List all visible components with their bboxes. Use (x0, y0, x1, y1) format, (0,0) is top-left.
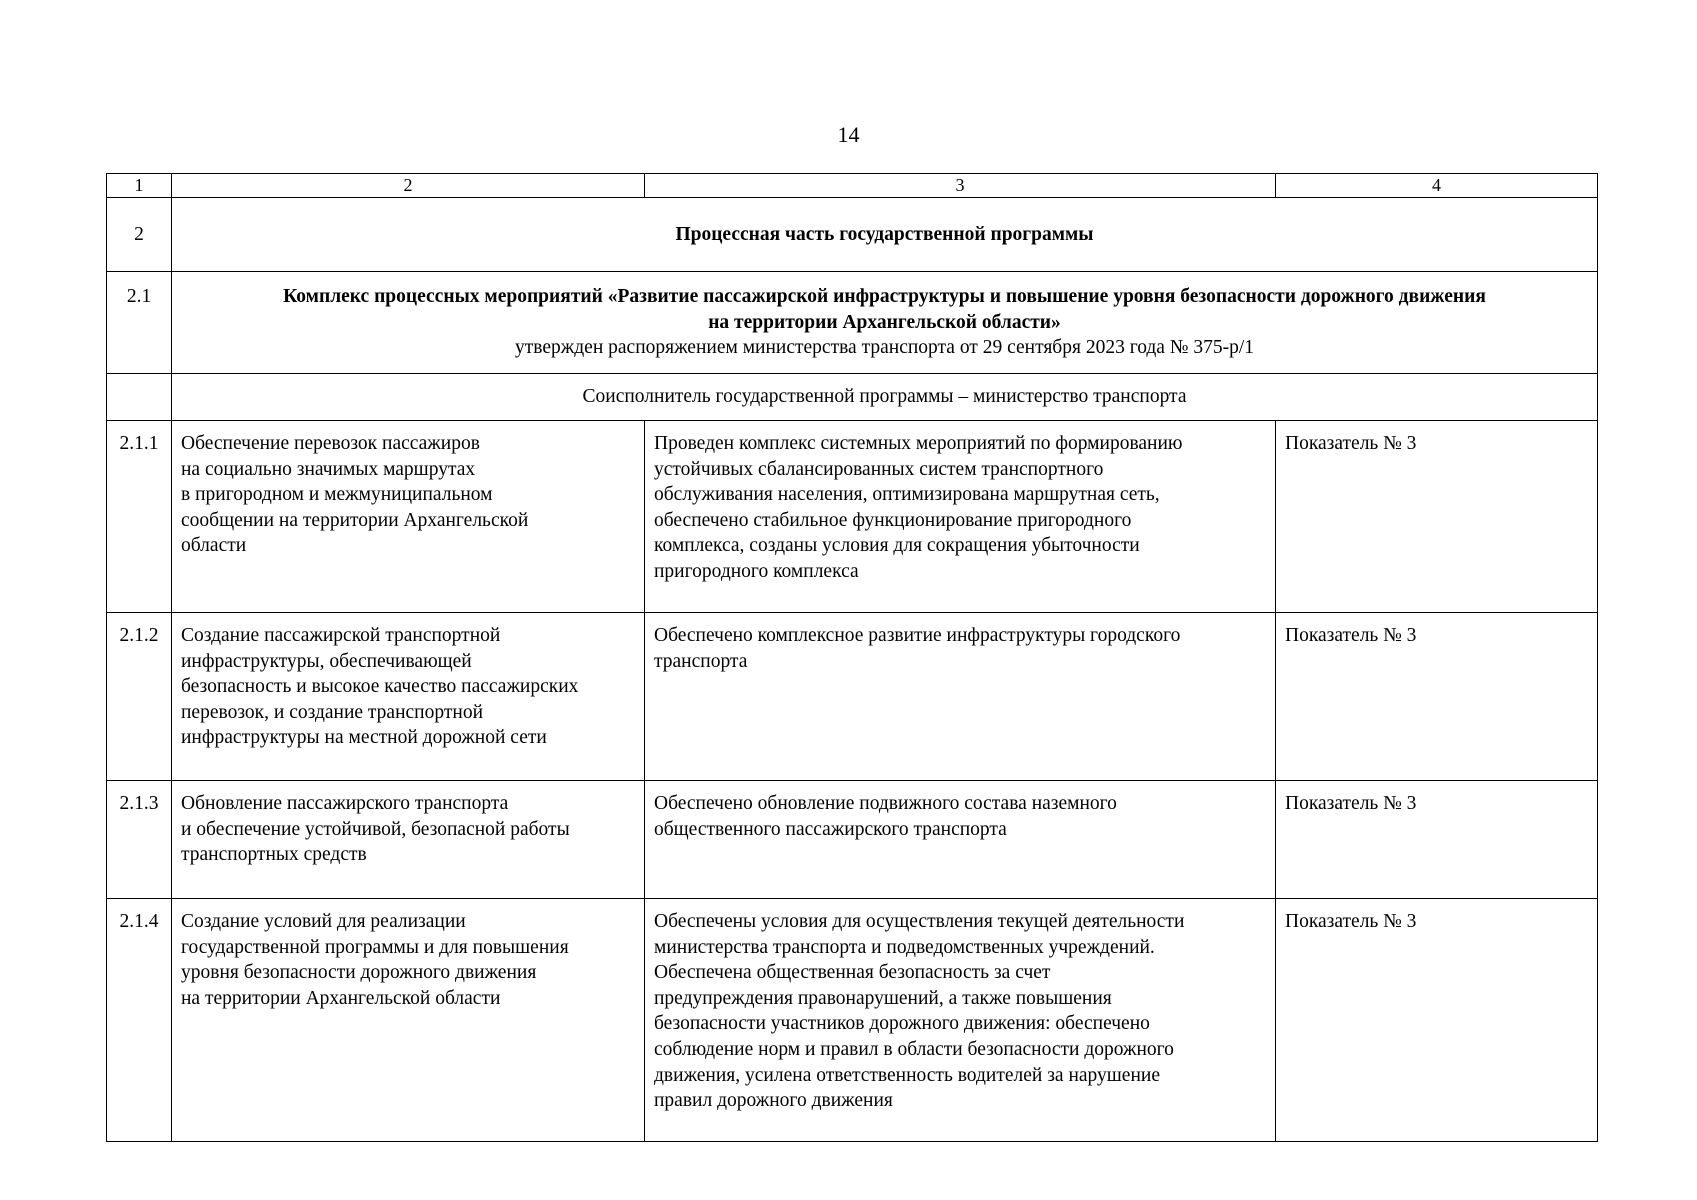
task-cell (172, 781, 645, 899)
column-number-3: 3 (645, 174, 1276, 198)
task-line: Обновление пассажирского транспорта (181, 793, 509, 814)
section-number: 2 (107, 198, 172, 272)
indicator-cell: Показатель № 3 (1276, 781, 1598, 899)
column-number-1: 1 (107, 174, 172, 198)
task-line: сообщении на территории Архангельской (181, 509, 529, 531)
task-line: государственной программы и для повышения (181, 936, 569, 958)
row-number: 2.1.2 (107, 613, 172, 781)
result-line: Обеспечена общественная безопасность за счет (654, 962, 1051, 984)
result-line: комплекса, созданы условия для сокращения убыточности (654, 535, 1140, 557)
task-line: в пригородном и межмуниципальном (181, 484, 493, 506)
column-number-4: 4 (1276, 174, 1598, 198)
result-line: обеспечено стабильное функционирование пригородного (654, 509, 1132, 531)
complex-approved: утвержден распоряжением министерства транспорта от 29 сентября 2023 года № 375-р/1 (515, 337, 1254, 359)
table-row (107, 899, 1598, 1142)
result-line: обслуживания населения, оптимизирована маршрутная сеть, (654, 484, 1160, 506)
result-line: Обеспечено комплексное развитие инфраструктуры городского (654, 625, 1181, 646)
table-row (107, 613, 1598, 781)
complex-title-line2: на территории Архангельской области» (708, 311, 1061, 333)
result-line: Проведен комплекс системных мероприятий по формированию (654, 433, 1183, 454)
task-line: перевозок, и создание транспортной (181, 701, 484, 723)
task-line: безопасность и высокое качество пассажирских (181, 676, 579, 698)
result-line: правил дорожного движения (654, 1090, 893, 1112)
result-line: предупреждения правонарушений, а также повышения (654, 987, 1112, 1009)
task-line: и обеспечение устойчивой, безопасной работы (181, 818, 570, 840)
task-line: Создание условий для реализации (181, 911, 466, 932)
section-title: Процессная часть государственной программы (172, 198, 1598, 272)
indicator-cell: Показатель № 3 (1276, 899, 1598, 1142)
coexecutor-text: Соисполнитель государственной программы – министерство транспорта (172, 374, 1598, 421)
task-line: на территории Архангельской области (181, 987, 501, 1009)
result-line: пригородного комплекса (654, 560, 859, 582)
result-cell (645, 781, 1276, 899)
task-line: области (181, 535, 247, 557)
page-number: 14 (837, 122, 860, 147)
task-line: инфраструктуры на местной дорожной сети (181, 727, 547, 749)
indicator-cell: Показатель № 3 (1276, 421, 1598, 613)
complex-number: 2.1 (107, 272, 172, 374)
result-line: устойчивых сбалансированных систем транспортного (654, 458, 1104, 480)
table-row (107, 421, 1598, 613)
row-number: 2.1.4 (107, 899, 172, 1142)
task-line: уровня безопасности дорожного движения (181, 962, 537, 984)
table-row (107, 781, 1598, 899)
task-cell (172, 421, 645, 613)
result-line: движения, усилена ответственность водителей за нарушение (654, 1064, 1160, 1086)
program-table (106, 173, 1598, 1142)
complex-row (107, 272, 1598, 374)
task-line: инфраструктуры, обеспечивающей (181, 650, 472, 672)
task-cell (172, 899, 645, 1142)
complex-title-line1: Комплекс процессных мероприятий «Развитие пассажирской инфраструктуры и повышение уровня безопасности дорожного движения (283, 286, 1486, 307)
task-cell (172, 613, 645, 781)
result-line: соблюдение норм и правил в области безопасности дорожного (654, 1038, 1174, 1060)
result-cell (645, 421, 1276, 613)
result-line: безопасности участников дорожного движения: обеспечено (654, 1013, 1150, 1035)
result-line: транспорта (654, 650, 748, 672)
task-line: Создание пассажирской транспортной (181, 625, 501, 646)
column-number-2: 2 (172, 174, 645, 198)
column-number-row (107, 174, 1598, 198)
result-cell (645, 613, 1276, 781)
result-line: Обеспечено обновление подвижного состава наземного (654, 793, 1117, 814)
coexecutor-row (107, 374, 1598, 421)
row-number: 2.1.3 (107, 781, 172, 899)
result-line: министерства транспорта и подведомственных учреждений. (654, 936, 1155, 958)
result-line: общественного пассажирского транспорта (654, 818, 1007, 840)
indicator-cell: Показатель № 3 (1276, 613, 1598, 781)
row-number: 2.1.1 (107, 421, 172, 613)
task-line: на социально значимых маршрутах (181, 458, 476, 480)
section-row (107, 198, 1598, 272)
task-line: транспортных средств (181, 844, 367, 866)
result-line: Обеспечены условия для осуществления текущей деятельности (654, 911, 1185, 932)
result-cell (645, 899, 1276, 1142)
complex-cell (172, 272, 1598, 374)
coexecutor-empty-cell (107, 374, 172, 421)
task-line: Обеспечение перевозок пассажиров (181, 433, 480, 454)
